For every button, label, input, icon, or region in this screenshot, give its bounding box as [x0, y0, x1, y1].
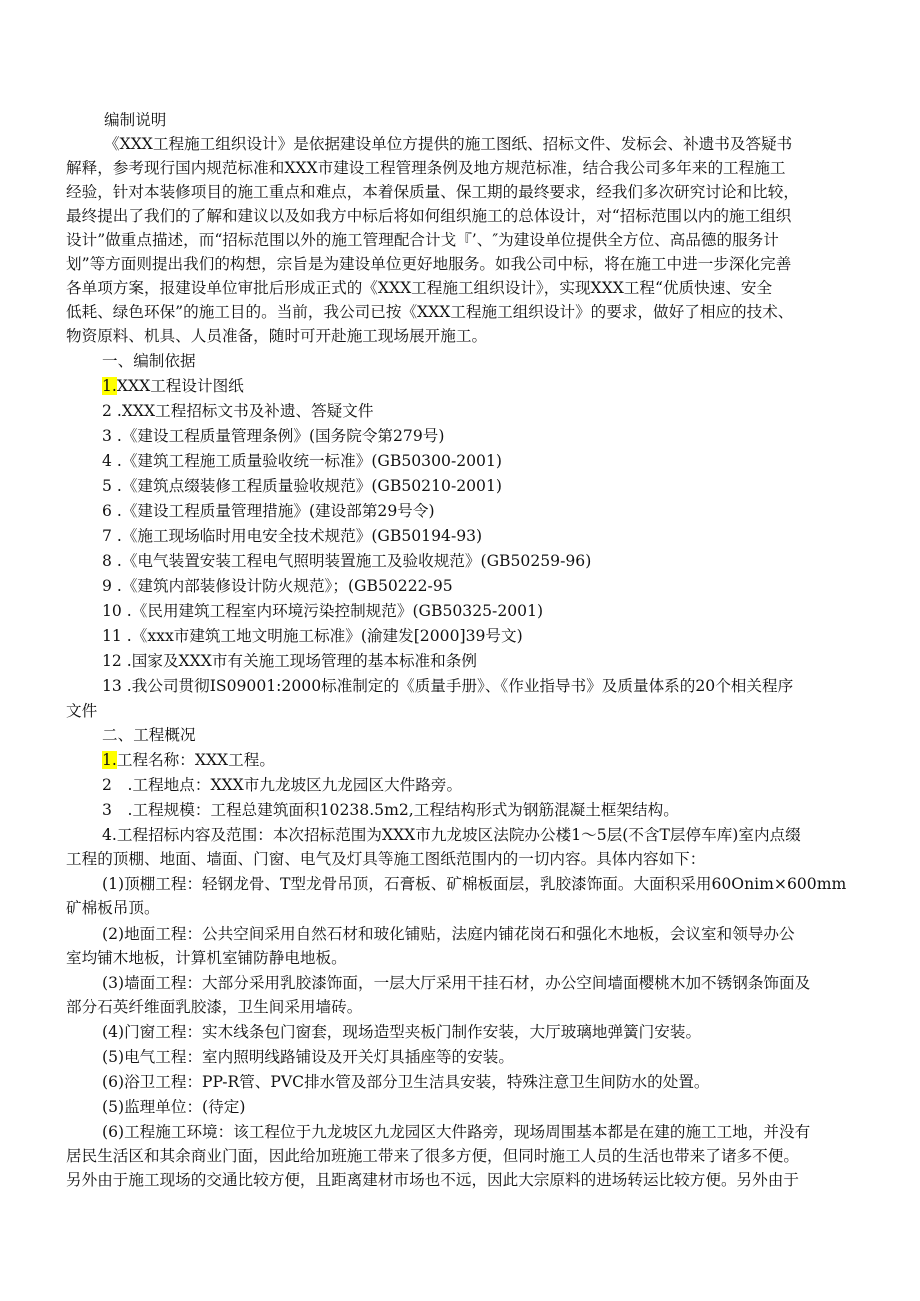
overview-item: 4.工程招标内容及范围：本次招标范围为XXX市九龙坡区法院办公楼1～5层(不含T层停车库)室内点缀: [102, 826, 801, 844]
basis-item: [102, 674, 793, 698]
preface-line: 各单项方案，报建设单位审批后形成正式的《XXX工程施工组织设计》，实现XXX工程“优质快速、安全: [66, 279, 773, 297]
item-text: .《施工现场临时用电安全技术规范》(GB50194-93): [111, 527, 483, 545]
item-text: XXX工程设计图纸: [116, 377, 244, 395]
preface-line: 经验，针对本装修项目的施工重点和难点，本着保质量、保工期的最终要求，经我们多次研究讨论和比较，: [66, 183, 799, 201]
overview-item: 3 .工程规模：工程总建筑面积10238.5m2,工程结构形式为钢筋混凝土框架结构。: [102, 801, 679, 819]
item-number: 13: [102, 677, 122, 695]
electrical-works: (5)电气工程：室内照明线路铺设及开关灯具插座等的安装。: [102, 1048, 514, 1066]
site-environment: 另外由于施工现场的交通比较方便，且距离建材市场也不远，因此大宗原料的进场转运比较方便。另外由于: [66, 1171, 799, 1189]
floor-works: 室均铺木地板，计算机室铺防静电地板。: [66, 949, 347, 967]
item-number: 2: [102, 402, 112, 420]
overview-item: [102, 748, 275, 772]
basis-item: [102, 474, 502, 498]
preface-line: 最终提出了我们的了解和建议以及如我方中标后将如何组织施工的总体设计，对“招标范围以内的施工组织: [66, 207, 792, 225]
basis-item: [102, 399, 373, 423]
item-number: 3: [102, 427, 112, 445]
ceiling-works: 矿棉板吊顶。: [66, 899, 160, 917]
overview-item: 2 .工程地点：XXX市九龙坡区九龙园区大件路旁。: [102, 776, 463, 794]
item-text: 工程名称：XXX工程。: [116, 751, 275, 769]
item-text: .《建筑点缀装修工程质量验收规范》(GB50210-2001): [111, 477, 502, 495]
site-environment: 居民生活区和其余商业门面，因此给加班施工带来了很多方便，但同时施工人员的生活也带来了诸多不便。: [66, 1147, 799, 1165]
item-number: 4: [102, 452, 112, 470]
basis-item: [102, 524, 482, 548]
item-number: 11: [102, 627, 122, 645]
basis-item: [102, 499, 435, 523]
door-window-works: (4)门窗工程：实木线条包门窗套，现场造型夹板门制作安装，大厅玻璃地弹簧门安装。: [102, 1023, 702, 1041]
bathroom-works: (6)浴卫工程：PP-R管、PVC排水管及部分卫生洁具安装，特殊注意卫生间防水的处置。: [102, 1073, 710, 1091]
item-number: 10: [102, 602, 122, 620]
wall-works: 部分石英纤维面乳胶漆，卫生间采用墙砖。: [66, 998, 363, 1016]
item-text: .《xxx市建筑工地文明施工标准》(渝建发[2000]39号文): [121, 627, 523, 645]
item-text: .我公司贯彻IS09001:2000标准制定的《质量手册》、《作业指导书》及质量体系的20个相关程序: [121, 677, 794, 695]
basis-item-continuation: 文件: [66, 702, 98, 720]
basis-item: [102, 599, 543, 623]
item-text: .《民用建筑工程室内环境污染控制规范》(GB50325-2001): [121, 602, 544, 620]
basis-item: [102, 449, 502, 473]
section-heading-overview: 二、工程概况: [102, 726, 196, 744]
item-text: .《建筑内部装修设计防火规范》；(GB50222-95: [111, 577, 453, 595]
item-text: .XXX工程招标文书及补遗、答疑文件: [111, 402, 374, 420]
item-text: .《建设工程质量管理措施》(建设部第29号令): [111, 502, 435, 520]
preface-line: 解释，参考现行国内规范标准和XXX市建设工程管理条例及地方规范标准，结合我公司多年来的工程施工: [66, 159, 786, 177]
item-number: 8: [102, 552, 112, 570]
item-number: 7: [102, 527, 112, 545]
ceiling-works: (1)顶棚工程：轻钢龙骨、T型龙骨吊顶，石膏板、矿棉板面层，乳胶漆饰面。大面积采用60Onim×600mm: [102, 875, 847, 893]
basis-item: [102, 424, 444, 448]
item-number: 12: [102, 652, 122, 670]
basis-item: [102, 574, 453, 598]
item-text: .《建设工程质量管理条例》(国务院令第279号): [111, 427, 445, 445]
preface-line: 划”等方面则提出我们的构想，宗旨是为建设单位更好地服务。如我公司中标，将在施工中进一步深化完善: [66, 255, 792, 273]
wall-works: (3)墙面工程：大部分采用乳胶漆饰面，一层大厅采用干挂石材，办公空间墙面樱桃木加不锈钢条饰面及: [102, 974, 811, 992]
basis-item: [102, 374, 244, 398]
item-number: 6: [102, 502, 112, 520]
preface-line: 物资原料、机具、人员准备，随时可开赴施工现场展开施工。: [66, 327, 488, 345]
item-number: 9: [102, 577, 112, 595]
site-environment: (6)工程施工环境：该工程位于九龙坡区九龙园区大件路旁，现场周围基本都是在建的施工工地，并没有: [102, 1123, 811, 1141]
item-number: 1.: [102, 751, 117, 769]
preface-line: 设计”做重点描述，而“招标范围以外的施工管理配合计戈『’、″为建设单位提供全方位、高品德的服务计: [66, 231, 779, 249]
item-text: .国家及XXX市有关施工现场管理的基本标准和条例: [121, 652, 477, 670]
supervisor: (5)监理单位：(待定): [102, 1098, 246, 1116]
section-heading-basis: 一、编制依据: [102, 352, 196, 370]
floor-works: (2)地面工程：公共空间采用自然石材和玻化铺贴，法庭内铺花岗石和强化木地板，会议室和领导办公: [102, 925, 795, 943]
basis-item: [102, 549, 591, 573]
basis-item: [102, 649, 477, 673]
basis-item: [102, 624, 523, 648]
item-number: 1.: [102, 377, 117, 395]
overview-item: 工程的顶棚、地面、墙面、门窗、电气及灯具等施工图纸范围内的一切内容。具体内容如下：: [66, 850, 706, 868]
item-number: 5: [102, 477, 112, 495]
preface-line: 《XXX工程施工组织设计》是依据建设单位方提供的施工图纸、招标文件、发标会、补遗书及答疑书: [104, 135, 793, 153]
preface-title: 编制说明: [104, 111, 167, 129]
item-text: .《电气装置安装工程电气照明装置施工及验收规范》(GB50259-96): [111, 552, 592, 570]
preface-line: 低耗、绿色环保”的施工目的。当前，我公司已按《XXX工程施工组织设计》的要求，做好了相应的技术、: [66, 303, 794, 321]
item-text: .《建筑工程施工质量验收统一标准》(GB50300-2001): [111, 452, 502, 470]
